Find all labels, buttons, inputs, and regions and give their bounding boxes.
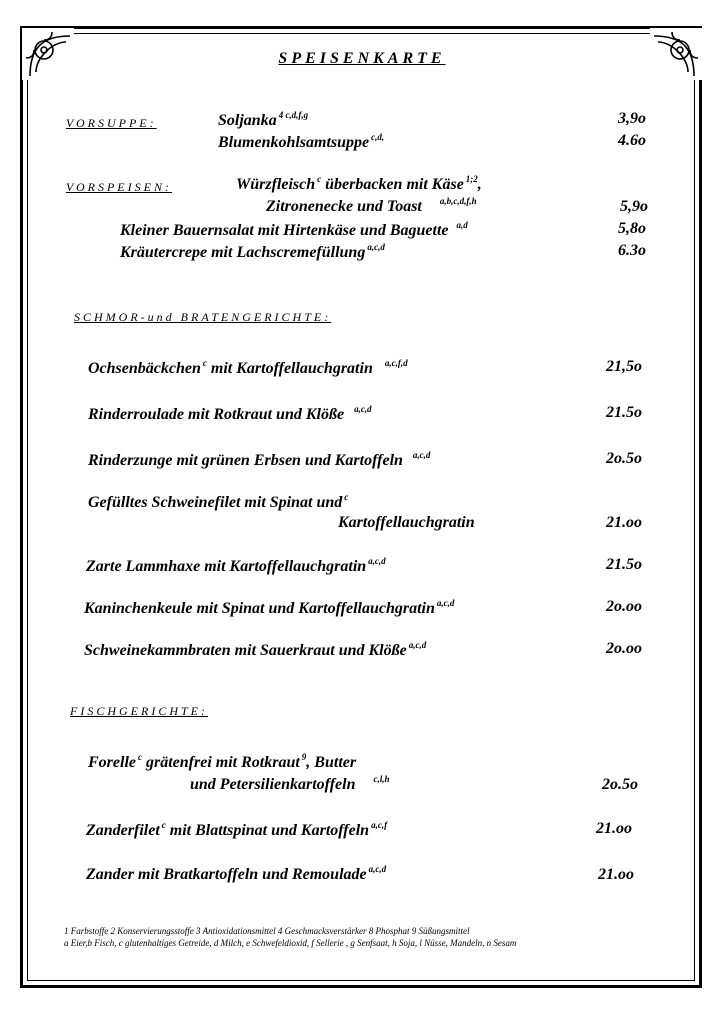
menu-item: Zander mit Bratkartoffeln und Remoulade $^{a,c,d}$ bbox=[86, 864, 387, 883]
menu-item: Soljanka $^{4 c,d,f,g}$ bbox=[218, 110, 309, 129]
menu-item: Blumenkohlsamtsuppe $^{c,d,}$ bbox=[218, 132, 385, 151]
menu-item: Schweinekammbraten mit Sauerkraut und Klöße $^{a,c,d}$ bbox=[84, 640, 427, 659]
section-label-vorspeisen: VORSPEISEN: bbox=[66, 180, 172, 194]
menu-item-line2: Kartoffellauchgratin bbox=[338, 514, 475, 531]
menu-item: Forelle $^c$ grätenfrei mit Rotkraut $^9$, Butter bbox=[88, 752, 357, 771]
menu-price: 2o.oo bbox=[606, 598, 642, 615]
menu-price: 21.oo bbox=[598, 866, 634, 883]
menu-price: 21.oo bbox=[596, 820, 632, 837]
menu-item: Kräutercrepe mit Lachscremefüllung $^{a,c,d}$ bbox=[120, 242, 385, 261]
menu-item-line2: Zitronenecke und Toast $^{a,b,c,d,f,h}$ bbox=[266, 196, 477, 215]
menu-price: 21.5o bbox=[606, 556, 642, 573]
section-label-vorsuppe: VORSUPPE: bbox=[66, 116, 157, 130]
menu-price: 6.3o bbox=[618, 242, 646, 259]
menu-price: 21.5o bbox=[606, 404, 642, 421]
menu-price: 2o.5o bbox=[606, 450, 642, 467]
menu-item: Kleiner Bauernsalat mit Hirtenkäse und Baguette $^{a,d}$ bbox=[120, 220, 468, 239]
menu-price: 3,9o bbox=[618, 110, 646, 127]
footnote-allergens: a Eier,b Fisch, c glutenhaltiges Getreide, d Milch, e Schwefeldioxid, f Sellerie , g Senfsaat, h Soja, l Nüsse, Mandeln, n Sesam bbox=[64, 938, 517, 948]
menu-item: Gefülltes Schweinefilet mit Spinat und $^c$ bbox=[88, 492, 349, 511]
menu-price: 5,8o bbox=[618, 220, 646, 237]
menu-item-line2: und Petersilienkartoffeln $^{c,l,h}$ bbox=[190, 774, 390, 793]
menu-price: 5,9o bbox=[620, 198, 648, 215]
menu-price: 21.oo bbox=[606, 514, 642, 531]
menu-item: Ochsenbäckchen $^c$ mit Kartoffellauchgratin $^{a,c,f,d}$ bbox=[88, 358, 408, 377]
menu-item: Rinderroulade mit Rotkraut und Klöße $^{a,c,d}$ bbox=[88, 404, 372, 423]
section-label-fisch: FISCHGERICHTE: bbox=[70, 704, 208, 718]
section-label-schmor: SCHMOR-und BRATENGERICHTE: bbox=[74, 310, 332, 324]
page-title: SPEISENKARTE bbox=[278, 50, 446, 67]
menu-item: Zanderfilet $^c$ mit Blattspinat und Kartoffeln $^{a,c,f}$ bbox=[86, 820, 388, 839]
menu-price: 2o.5o bbox=[602, 776, 638, 793]
menu-item: Würzfleisch $^c$ überbacken mit Käse $^{1;2}$, bbox=[236, 174, 482, 193]
menu-item: Zarte Lammhaxe mit Kartoffellauchgratin $^{a,c,d}$ bbox=[86, 556, 386, 575]
menu-price: 21,5o bbox=[606, 358, 642, 375]
footnote-additives: 1 Farbstoffe 2 Konservierungsstoffe 3 Antioxidationsmittel 4 Geschmacksverstärker 8 Phosphat 9 Süßungsmittel bbox=[64, 926, 470, 936]
menu-item: Rinderzunge mit grünen Erbsen und Kartoffeln $^{a,c,d}$ bbox=[88, 450, 431, 469]
menu-price: 2o.oo bbox=[606, 640, 642, 657]
menu-price: 4.6o bbox=[618, 132, 646, 149]
menu-item: Kaninchenkeule mit Spinat und Kartoffellauchgratin $^{a,c,d}$ bbox=[84, 598, 455, 617]
